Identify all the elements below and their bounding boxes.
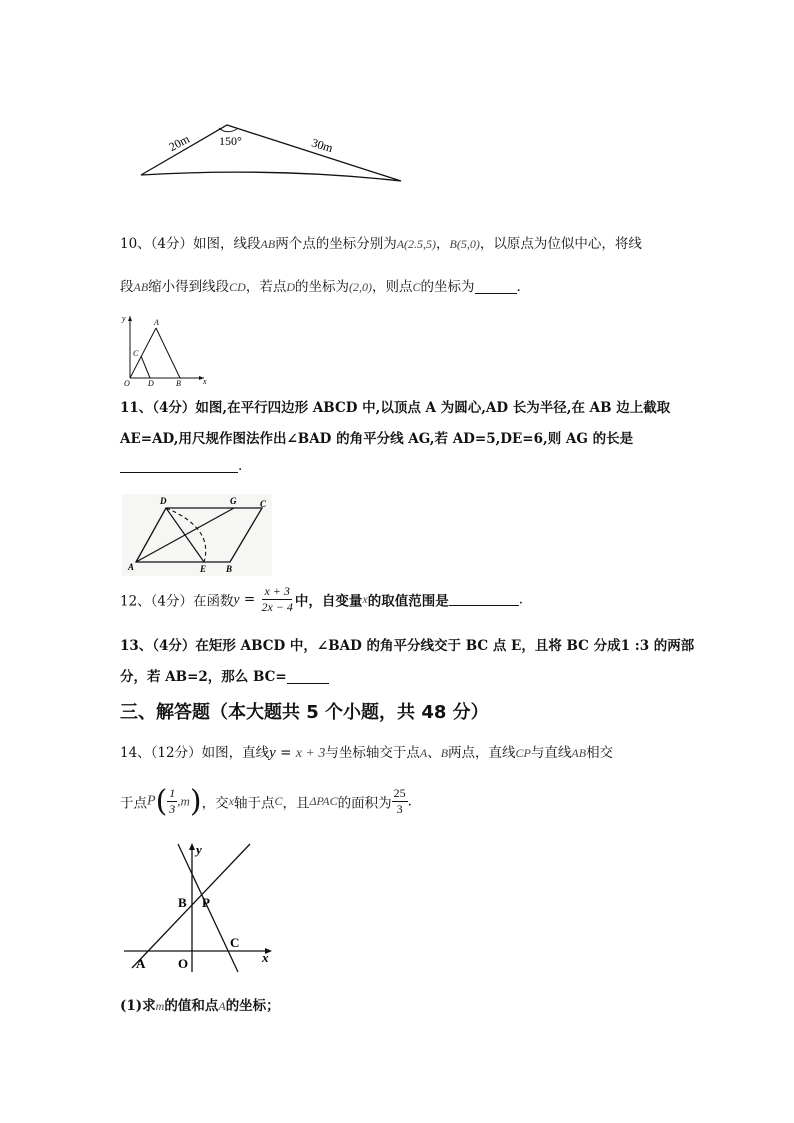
q11-fig-c-label: C bbox=[260, 499, 267, 509]
q14-fig-c-label: C bbox=[230, 935, 240, 950]
q14-line1: 14、（12分）如图，直线y = x + 3与坐标轴交于点A、B两点，直线CP与直线AB相交 bbox=[120, 745, 614, 761]
q10-answer-blank[interactable] bbox=[475, 279, 517, 294]
q11-line2: AE=AD,用尺规作图法作出∠BAD 的角平分线 AG,若 AD=5,DE=6,则 AG 的长是 bbox=[120, 431, 634, 447]
q14-part1: (1)求m的值和点A的坐标； bbox=[120, 998, 280, 1014]
q14-fig-p-label: P bbox=[202, 895, 210, 910]
triangle-side-left-label: 20m bbox=[166, 131, 192, 154]
q10-fig-x-label: x bbox=[203, 377, 207, 386]
q12-fraction: $\frac{x + 3}{2x - 4}$ bbox=[261, 584, 293, 614]
q13-answer-blank[interactable] bbox=[287, 669, 329, 684]
q10-line2: 段AB缩小得到线段CD，若点D的坐标为(2,0)，则点C的坐标为 . bbox=[120, 279, 521, 295]
q14-fig-x-label: x bbox=[262, 950, 269, 965]
q14-figure bbox=[122, 838, 278, 976]
q10-figure bbox=[118, 312, 210, 388]
q14-fig-o-label: O bbox=[178, 956, 189, 971]
q11-fig-d-label: D bbox=[160, 496, 167, 506]
q11-fig-e-label: E bbox=[200, 564, 207, 574]
q11-fig-g-label: G bbox=[230, 496, 237, 506]
q14-fig-b-label: B bbox=[178, 895, 187, 910]
q14-line2: 于点P( $\frac{1}{3}$ ,m)，交x轴于点C，且ΔPAC的面积为 $\frac{25}{3}$ . bbox=[120, 784, 412, 819]
q10-fig-b-label: B bbox=[176, 379, 181, 388]
q10-fig-d-label: D bbox=[148, 379, 154, 388]
q11-line3: . bbox=[120, 458, 242, 474]
q14-p-fraction: $\frac{1}{3}$ bbox=[169, 786, 176, 816]
q10-fig-y-label: y bbox=[122, 314, 126, 323]
q14-fig-a-label: A bbox=[136, 956, 146, 971]
q11-answer-blank[interactable] bbox=[120, 458, 238, 473]
q13-line2: 分，若 AB=2，那么 BC= bbox=[120, 665, 329, 685]
triangle-figure bbox=[135, 115, 415, 190]
triangle-side-right-label: 30m bbox=[309, 135, 335, 156]
q10-fig-a-label: A bbox=[154, 318, 159, 327]
q12-answer-blank[interactable] bbox=[449, 591, 519, 606]
q11-fig-b-label: B bbox=[226, 564, 233, 574]
q12-line: 12、（4分）在函数y = $\frac{x + 3}{2x - 4}$ 中，自变量x的取值范围是 . bbox=[120, 584, 523, 614]
q10-fig-c-label: C bbox=[133, 349, 139, 358]
q11-fig-a-label: A bbox=[128, 562, 135, 572]
q10-line1: 10、（4分）如图，线段AB两个点的坐标分别为A(2.5,5)，B(5,0)，以原点为位似中心，将线 bbox=[120, 236, 642, 252]
q13-line1: 13、（4分）在矩形 ABCD 中，∠BAD 的角平分线交于 BC 点 E，且将 BC 分成1 :3 的两部 bbox=[120, 638, 695, 654]
triangle-angle-label: 150° bbox=[219, 134, 242, 148]
section-heading: 三、解答题（本大题共 5 个小题，共 48 分） bbox=[120, 702, 489, 723]
q11-line1: 11、（4分）如图,在平行四边形 ABCD 中,以顶点 A 为圆心,AD 长为半径,在 AB 边上截取 bbox=[120, 400, 671, 416]
q14-fig-y-label: y bbox=[196, 842, 202, 857]
q10-fig-o-label: O bbox=[124, 379, 130, 388]
q11-figure bbox=[122, 494, 272, 576]
q14-area-fraction: $\frac{25}{3}$ bbox=[393, 786, 406, 816]
